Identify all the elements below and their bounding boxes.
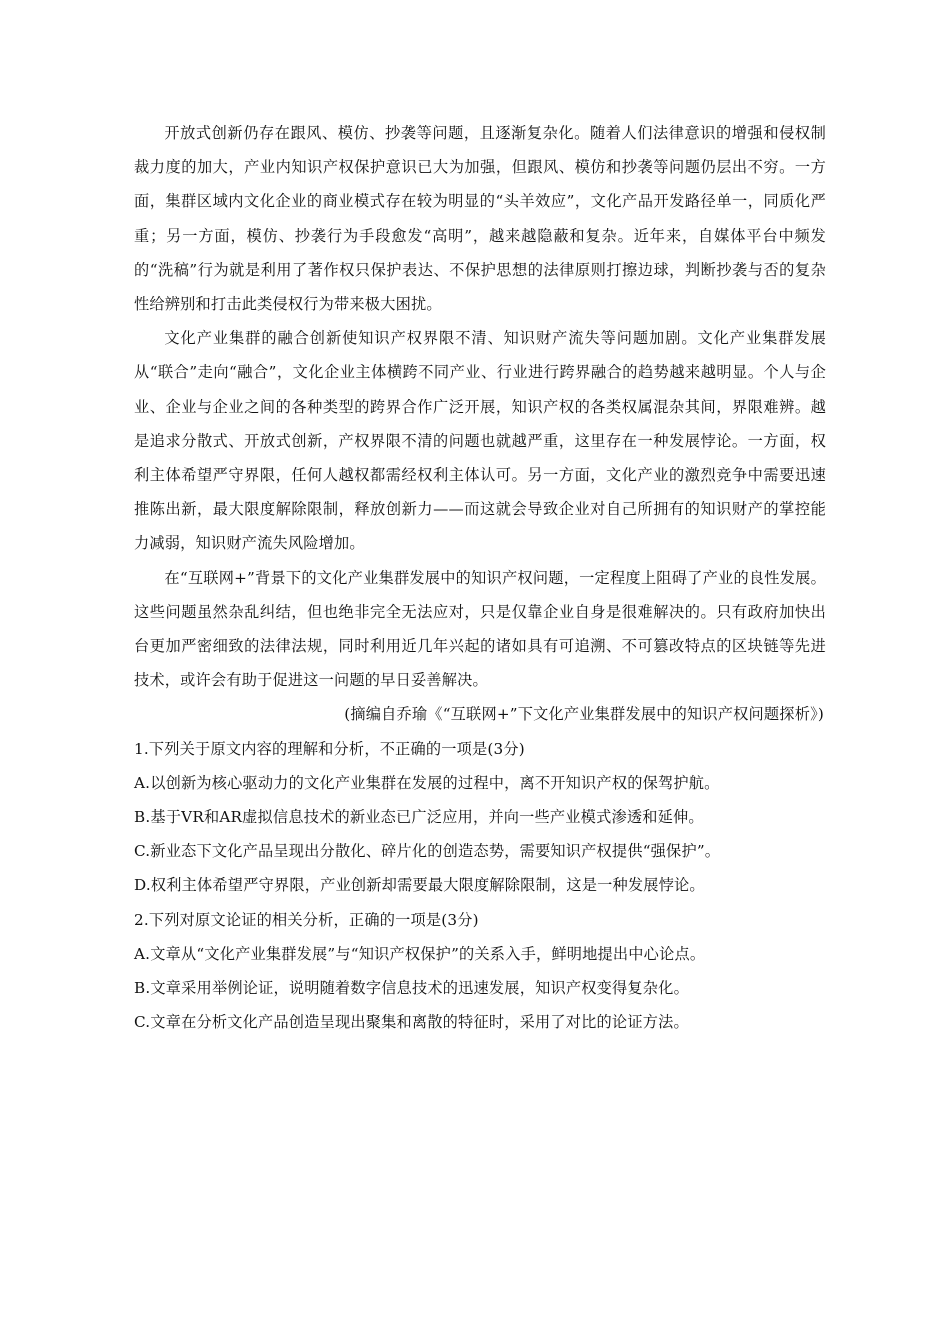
paragraph-3: 在“互联网+”背景下的文化产业集群发展中的知识产权问题，一定程度上阻碍了产业的良性发展。这些问题虽然杂乱纠结，但也绝非完全无法应对，只是仅靠企业自身是很难解决的。只有政府加快出台更加严密细致的法律法规，同时利用近几年兴起的诸如具有可追溯、不可篡改特点的区块链等先进技术，或许会有助于促进这一问题的早日妥善解决。 — [134, 568, 826, 690]
question-1-stem: 1.下列关于原文内容的理解和分析，不正确的一项是(3分) — [134, 739, 525, 758]
paragraph-2: 文化产业集群的融合创新使知识产权界限不清、知识财产流失等问题加剧。文化产业集群发展从“联合”走向“融合”，文化企业主体横跨不同产业、行业进行跨界融合的趋势越来越明显。个人与企业、企业与企业之间的各种类型的跨界合作广泛开展，知识产权的各类权属混杂其间，界限难辨。越是追求分散式、开放式创新，产权界限不清的问题也就越严重，这里存在一种发展悖论。一方面，权利主体希望严守界限，任何人越权都需经权利主体认可。另一方面，文化产业的激烈竞争中需要迅速推陈出新，最大限度解除限制，释放创新力——而这就会导致企业对自己所拥有的知识财产的掌控能力减弱，知识财产流失风险增加。 — [134, 329, 826, 553]
question-2-stem: 2.下列对原文论证的相关分析，正确的一项是(3分) — [134, 910, 479, 929]
question-2-option-b: B.文章采用举例论证，说明随着数字信息技术的迅速发展，知识产权变得复杂化。 — [134, 979, 689, 998]
document-page — [134, 116, 826, 1039]
source-citation: (摘编自乔瑜《“互联网+”下文化产业集群发展中的知识产权问题探析》) — [344, 705, 824, 724]
question-1-option-b: B.基于VR和AR虚拟信息技术的新业态已广泛应用，并向一些产业模式渗透和延伸。 — [134, 808, 704, 827]
question-2-option-c: C.文章在分析文化产品创造呈现出聚集和离散的特征时，采用了对比的论证方法。 — [134, 1013, 689, 1032]
paragraph-1: 开放式创新仍存在跟风、模仿、抄袭等问题，且逐渐复杂化。随着人们法律意识的增强和侵权制裁力度的加大，产业内知识产权保护意识已大为加强，但跟风、模仿和抄袭等问题仍层出不穷。一方面，集群区域内文化企业的商业模式存在较为明显的“头羊效应”，文化产品开发路径单一，同质化严重；另一方面，模仿、抄袭行为手段愈发“高明”，越来越隐蔽和复杂。近年来，自媒体平台中频发的“洗稿”行为就是利用了著作权只保护表达、不保护思想的法律原则打擦边球，判断抄袭与否的复杂性给辨别和打击此类侵权行为带来极大困扰。 — [134, 124, 826, 314]
question-2-option-a: A.文章从“文化产业集群发展”与“知识产权保护”的关系入手，鲜明地提出中心论点。 — [134, 944, 706, 963]
question-1-option-c: C.新业态下文化产品呈现出分散化、碎片化的创造态势，需要知识产权提供“强保护”。 — [134, 842, 721, 861]
question-1-option-d: D.权利主体希望严守界限，产业创新却需要最大限度解除限制，这是一种发展悖论。 — [134, 876, 705, 895]
question-1-option-a: A.以创新为核心驱动力的文化产业集群在发展的过程中，离不开知识产权的保驾护航。 — [134, 773, 720, 792]
